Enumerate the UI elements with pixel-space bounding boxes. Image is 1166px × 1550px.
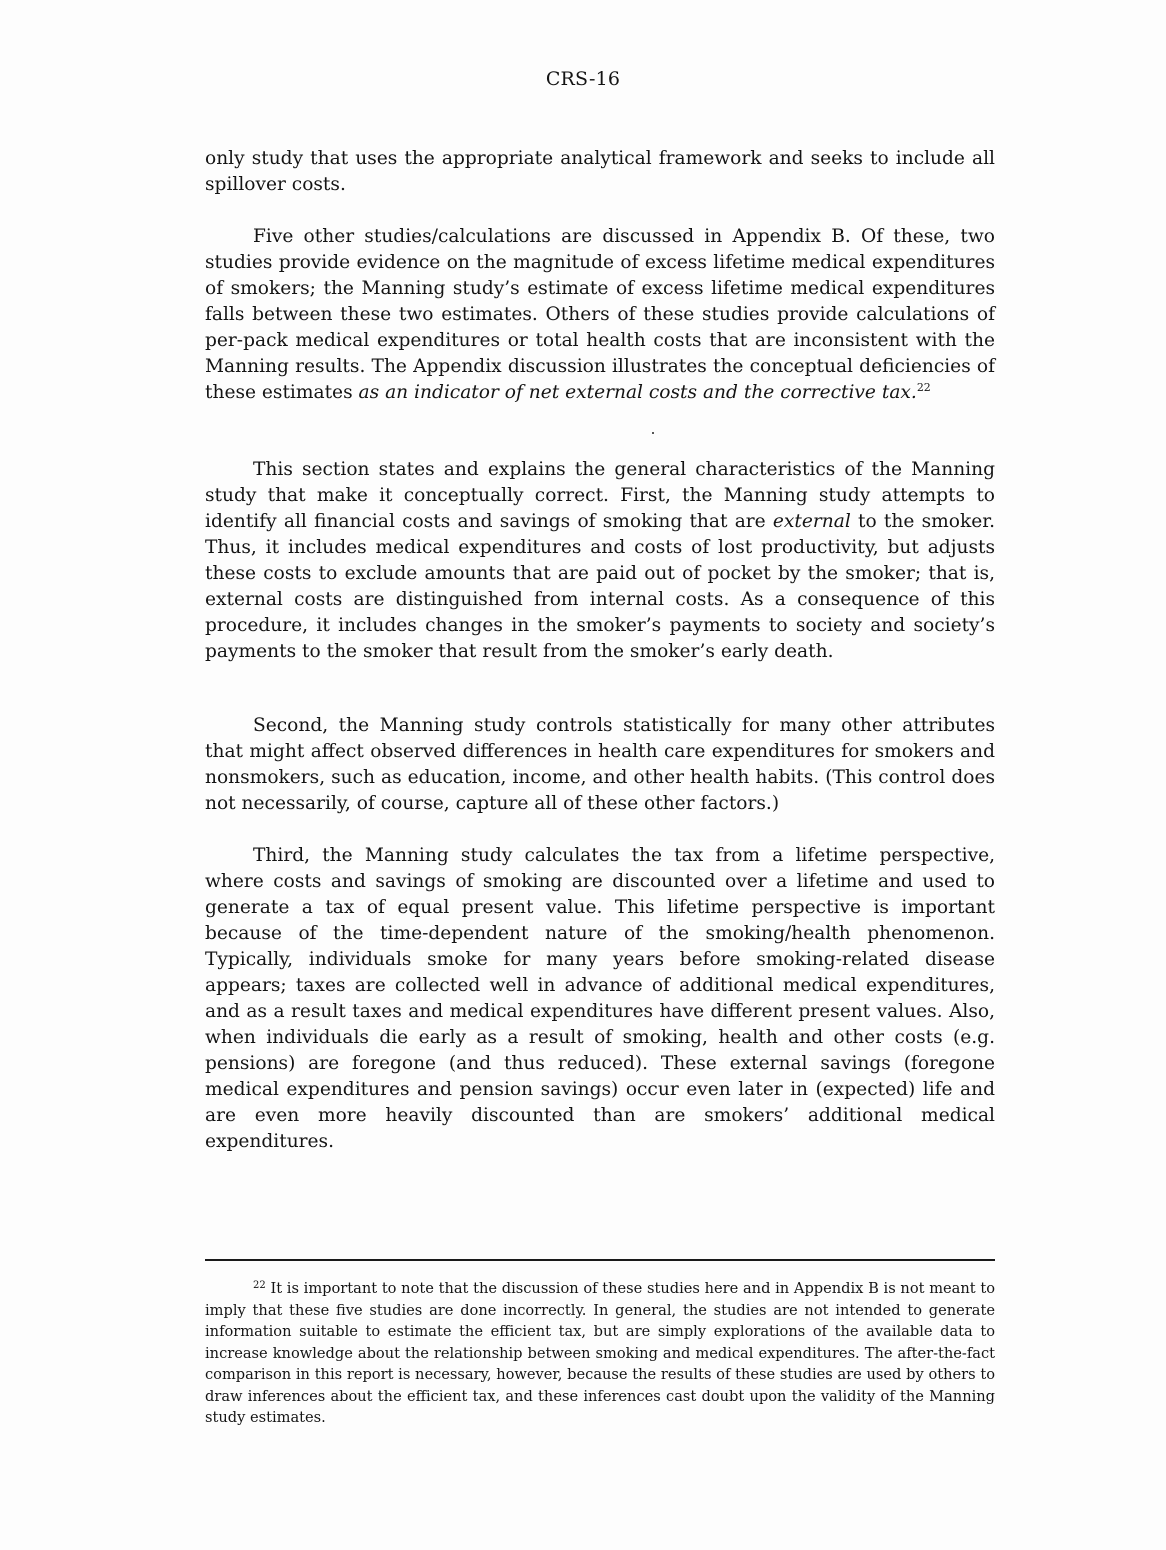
paragraph-other-studies [205, 224, 995, 406]
page-number-header: CRS-16 [545, 68, 621, 90]
paragraph-continuation [205, 146, 995, 198]
paragraph-text [205, 224, 995, 406]
footnote-reference[interactable]: 22 [916, 381, 931, 394]
paragraph-text-plain: This section states and explains the general characteristics of the Manning study that make it conceptually correct. First, the Manning study attempts to identify all financial costs and savings of smoking that are [205, 459, 995, 532]
paragraph-text-italic: external [772, 511, 851, 532]
footnote-divider [205, 1259, 995, 1261]
paragraph-general-characteristics [205, 457, 995, 665]
paragraph-text: Third, the Manning study calculates the tax from a lifetime perspective, where costs and savings of smoking are discounted over a lifetime and used to generate a tax of equal present value. This lifetime perspective is important because of the time-dependent nature of the smoking/health phenomenon. Typically, individuals smoke for many years before smoking-related disease appears; taxes are collected well in advance of additional medical expenditures, and as a result taxes and medical expenditures have different present values. Also, when individuals die early as a result of smoking, health and other costs (e.g. pensions) are foregone (and thus reduced). These external savings (foregone medical expenditures and pension savings) occur even later in (expected) life and are even more heavily discounted than are smokers’ additional medical expenditures. [205, 845, 995, 1152]
paragraph-text-italic: as an indicator of net external costs and the corrective tax. [358, 382, 917, 403]
paragraph-text [205, 457, 995, 665]
paragraph-text-plain: Five other studies/calculations are discussed in Appendix B. Of these, two studies provide evidence on the magnitude of excess lifetime medical expenditures of smokers; the Manning study’s estimate of excess lifetime medical expenditures falls between these two estimates. Others of these studies provide calculations of per-pack medical expenditures or total health costs that are inconsistent with the Manning results. The Appendix discussion illustrates the conceptual deficiencies of these estimates [205, 226, 995, 403]
footnote-22 [205, 1278, 995, 1429]
footnote-text: It is important to note that the discussion of these studies here and in Appendix B is not meant to imply that these five studies are done incorrectly. In general, the studies are not intended to generate information suitable to estimate the efficient tax, but are simply explorations of the available data to increase knowledge about the relationship between smoking and medical expenditures. The after-the-fact comparison in this report is necessary, however, because the results of these studies are used by others to draw inferences about the efficient tax, and these inferences cast doubt upon the validity of the Manning study estimates. [205, 1280, 995, 1426]
paragraph-second-point [205, 713, 995, 817]
paragraph-text-plain: to the smoker. Thus, it includes medical expenditures and costs of lost productivity, but adjusts these costs to exclude amounts that are paid out of pocket by the smoker; that is, external costs are distinguished from internal costs. As a consequence of this procedure, it includes changes in the smoker’s payments to society and society’s payments to the smoker that result from the smoker’s early death. [205, 511, 995, 662]
paragraph-third-point [205, 843, 995, 1155]
paragraph-text: Second, the Manning study controls statistically for many other attributes that might affect observed differences in health care expenditures for smokers and nonsmokers, such as education, income, and other health habits. (This control does not necessarily, of course, capture all of these other factors.) [205, 715, 995, 814]
scan-artifact-dot [652, 432, 654, 434]
footnote-number: 22 [253, 1280, 266, 1291]
paragraph-text: only study that uses the appropriate analytical framework and seeks to include all spillover costs. [205, 148, 995, 195]
